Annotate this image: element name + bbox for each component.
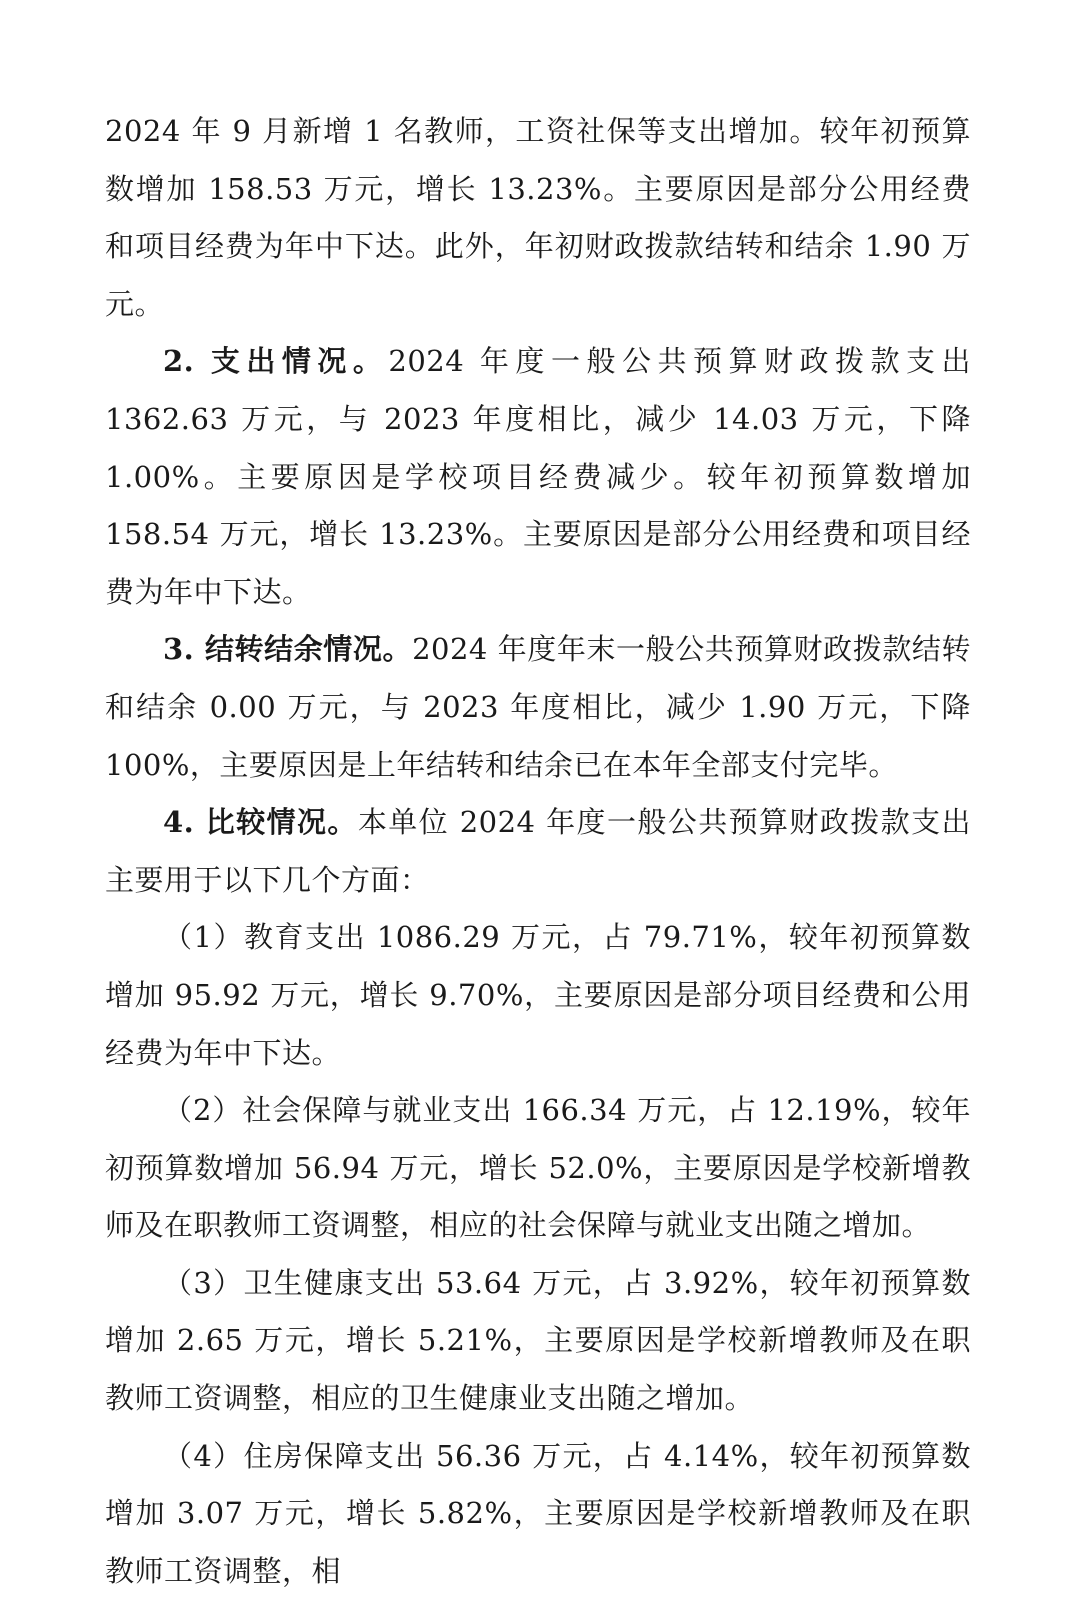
paragraph-text: （1）教育支出 1086.29 万元，占 79.71%，较年初预算数增加 95.92 万元，增长 9.70%，主要原因是部分项目经费和公用经费为年中下达。 <box>105 920 971 1070</box>
paragraph-item-social-security <box>105 1082 971 1255</box>
paragraph-text: 2024 年度一般公共预算财政拨款支出 1362.63 万元，与 2023 年度相比，减少 14.03 万元，下降 1.00%。主要原因是学校项目经费减少。较年初预算数增加 158.54 万元，增长 13.23%。主要原因是部分公用经费和项目经费为年中下达。 <box>105 344 971 609</box>
paragraph-text: （3）卫生健康支出 53.64 万元，占 3.92%，较年初预算数增加 2.65 万元，增长 5.21%，主要原因是学校新增教师及在职教师工资调整，相应的卫生健康业支出随之增加。 <box>105 1265 971 1416</box>
paragraph-item-health <box>105 1255 971 1428</box>
paragraph-text: 2024 年 9 月新增 1 名教师，工资社保等支出增加。较年初预算数增加 158.53 万元，增长 13.23%。主要原因是部分公用经费和项目经费为年中下达。此外，年初财政拨款结转和结余 1.90 万元。 <box>105 114 971 321</box>
paragraph-text: （4）住房保障支出 56.36 万元，占 4.14%，较年初预算数增加 3.07 万元，增长 5.82%，主要原因是学校新增教师及在职教师工资调整，相 <box>105 1438 971 1588</box>
paragraph-text: 本单位 2024 年度一般公共预算财政拨款支出主要用于以下几个方面： <box>105 805 971 897</box>
paragraph-item-housing <box>105 1428 971 1600</box>
section-heading: 2. 支出情况。 <box>163 344 389 379</box>
paragraph-expenditure <box>105 333 971 621</box>
paragraph-text: 2024 年度年末一般公共预算财政拨款结转和结余 0.00 万元，与 2023 年度相比，减少 1.90 万元，下降 100%，主要原因是上年结转和结余已在本年全部支付完毕。 <box>105 632 971 782</box>
section-heading: 3. 结转结余情况。 <box>163 632 413 667</box>
section-heading: 4. 比较情况。 <box>163 805 358 840</box>
paragraph-continuation <box>105 103 971 333</box>
paragraph-comparison <box>105 794 971 909</box>
paragraph-text: （2）社会保障与就业支出 166.34 万元，占 12.19%，较年初预算数增加 56.94 万元，增长 52.0%，主要原因是学校新增教师及在职教师工资调整，相应的社会保障与就业支出随之增加。 <box>105 1093 971 1243</box>
paragraph-item-education <box>105 909 971 1082</box>
paragraph-carryover <box>105 621 971 794</box>
